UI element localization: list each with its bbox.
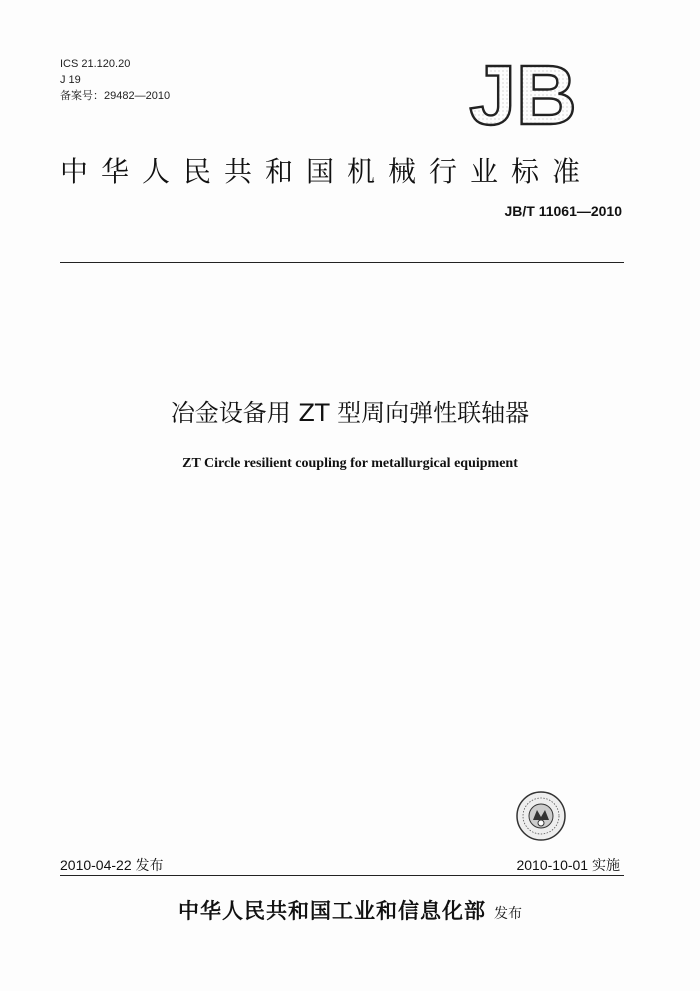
title-english: ZT Circle resilient coupling for metallurgical equipment (182, 456, 518, 471)
publisher-organization: 中华人民共和国工业和信息化部 (178, 899, 486, 923)
publisher-action: 发布 (494, 906, 522, 922)
publisher-seal-icon (515, 790, 567, 842)
standard-number: JB/T 11061—2010 (504, 203, 622, 219)
jb-logo-text: JB (469, 58, 577, 134)
top-divider (60, 262, 624, 263)
classification-block (60, 56, 170, 104)
title-chinese: 冶金设备用 ZT 型周向弹性联轴器 (170, 399, 530, 427)
ics-code: ICS 21.120.20 (60, 58, 131, 70)
implementation-date: 2010-10-01 实施 (516, 857, 620, 873)
issue-date: 2010-04-22 发布 (60, 857, 164, 873)
jb-logo-icon (458, 58, 588, 134)
ccs-code: J 19 (60, 74, 81, 86)
filing-number: 备案号：29482—2010 (60, 90, 171, 102)
bottom-divider (60, 875, 624, 876)
publisher-line (0, 895, 700, 925)
standard-category: 中华人民共和国机械行业标准 (60, 155, 594, 188)
